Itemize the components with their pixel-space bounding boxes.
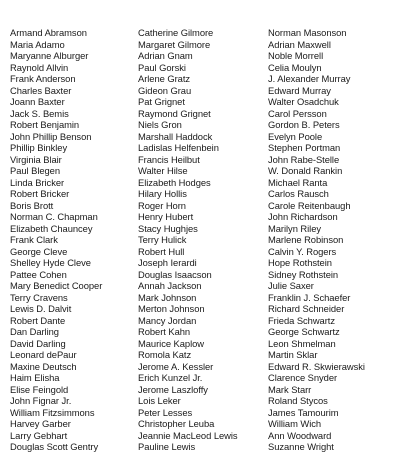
name-entry: Carol Persson	[268, 107, 327, 119]
name-entry: Virginia Blair	[10, 153, 62, 165]
name-entry: Ann Woodward	[268, 429, 332, 441]
name-entry: Paul Blegen	[10, 165, 61, 176]
name-entry: Pauline Lewis	[138, 441, 196, 452]
name-entry: Roger Horn	[138, 199, 186, 211]
name-entry: Christopher Leuba	[138, 418, 215, 429]
name-entry: Jeannie MacLeod Lewis	[138, 429, 238, 441]
name-entry: Noble Morrell	[268, 50, 324, 61]
name-column-2	[138, 27, 238, 453]
name-entry: Robert Bricker	[10, 188, 70, 199]
name-entry: Suzanne Wright	[268, 441, 334, 452]
name-entry: Niels Gron	[138, 119, 182, 130]
name-entry: Marilyn Riley	[268, 222, 322, 234]
name-entry: Paul Gorski	[138, 61, 186, 73]
name-entry: J. Alexander Murray	[268, 73, 351, 84]
name-entry: Dan Darling	[10, 326, 59, 337]
name-entry: Robert Hull	[138, 245, 185, 257]
name-entry: Elizabeth Chauncey	[10, 222, 93, 234]
name-entry: Leonard dePaur	[10, 349, 77, 360]
name-entry: Douglas Isaacson	[138, 268, 212, 280]
name-entry: David Darling	[10, 337, 66, 349]
name-entry: Pat Grignet	[138, 96, 185, 107]
name-entry: Evelyn Poole	[268, 130, 323, 142]
name-entry: Clarence Snyder	[268, 372, 338, 383]
name-entry: Harvey Garber	[10, 418, 71, 429]
name-entry: Franklin J. Schaefer	[268, 291, 351, 303]
name-entry: Larry Gebhart	[10, 429, 68, 441]
name-column-1	[10, 27, 102, 453]
name-entry: Edward Murray	[268, 84, 331, 96]
name-entry: Romola Katz	[138, 349, 192, 360]
name-column-3	[268, 27, 365, 453]
name-entry: Maryanne Alburger	[10, 50, 89, 61]
name-entry: Martin Sklar	[268, 349, 318, 360]
name-entry: Frieda Schwartz	[268, 314, 335, 326]
name-entry: Erich Kunzel Jr.	[138, 372, 203, 383]
name-entry: Francis Heilbut	[138, 153, 200, 165]
name-entry: Marlene Robinson	[268, 234, 344, 245]
name-entry: Ladislas Helfenbein	[138, 142, 219, 153]
name-entry: Charles Baxter	[10, 84, 72, 96]
name-entry: Lewis D. Dalvit	[10, 303, 72, 314]
name-entry: Lois Leker	[138, 395, 181, 406]
name-entry: John Richardson	[268, 211, 338, 222]
name-entry: Douglas Scott Gentry	[10, 441, 99, 452]
name-entry: William Wich	[268, 418, 322, 429]
name-entry: John Phillip Benson	[10, 130, 92, 142]
name-entry: John Rabe-Stelle	[268, 153, 340, 165]
name-entry: Adrian Maxwell	[268, 38, 331, 50]
name-entry: Edward R. Skwierawski	[268, 360, 365, 372]
name-entry: Joseph Ierardi	[138, 257, 197, 268]
name-entry: Gordon B. Peters	[268, 119, 340, 130]
name-entry: Hilary Hollis	[138, 188, 187, 199]
name-entry: Hope Rothstein	[268, 257, 332, 268]
name-entry: Jerome A. Kessler	[138, 360, 214, 372]
name-entry: Mancy Jordan	[138, 314, 197, 326]
name-entry: Elise Feingold	[10, 383, 69, 395]
name-entry: Celia Moulyn	[268, 61, 322, 73]
name-entry: Pattee Cohen	[10, 268, 67, 280]
name-entry: Catherine Gilmore	[138, 27, 214, 38]
name-entry: Mark Starr	[268, 383, 312, 395]
name-entry: Michael Ranta	[268, 176, 328, 188]
name-entry: John Fignar Jr.	[10, 395, 72, 406]
name-entry: Calvin Y. Rogers	[268, 245, 337, 257]
name-entry: Norman C. Chapman	[10, 211, 98, 222]
name-entry: Peter Lesses	[138, 406, 193, 418]
name-entry: Margaret Gilmore	[138, 38, 211, 50]
name-entry: Richard Schneider	[268, 303, 345, 314]
name-entry: Frank Clark	[10, 234, 58, 245]
name-entry: Gideon Grau	[138, 84, 192, 96]
name-entry: Armand Abramson	[10, 27, 87, 38]
name-entry: George Schwartz	[268, 326, 340, 337]
name-entry: Julie Saxer	[268, 280, 314, 291]
name-entry: Joann Baxter	[10, 96, 65, 107]
name-entry: Henry Hubert	[138, 211, 194, 222]
name-entry: Marshall Haddock	[138, 130, 213, 142]
name-entry: Jack S. Bemis	[10, 107, 69, 119]
name-entry: Stephen Portman	[268, 142, 341, 153]
name-entry: Frank Anderson	[10, 73, 76, 84]
name-entry: Stacy Hughjes	[138, 222, 198, 234]
name-entry: Linda Bricker	[10, 176, 65, 188]
name-entry: Maria Adamo	[10, 38, 65, 50]
name-entry: Robert Dante	[10, 314, 66, 326]
name-entry: Raynold Allvin	[10, 61, 69, 73]
name-entry: George Cleve	[10, 245, 68, 257]
name-entry: Elizabeth Hodges	[138, 176, 211, 188]
name-entry: Mary Benedict Cooper	[10, 280, 103, 291]
name-entry: Boris Brott	[10, 199, 54, 211]
name-entry: Sidney Rothstein	[268, 268, 339, 280]
name-entry: James Tamourim	[268, 406, 339, 418]
name-entry: Carole Reitenbaugh	[268, 199, 351, 211]
name-entry: Carlos Rausch	[268, 188, 329, 199]
name-entry: Maurice Kaplow	[138, 337, 204, 349]
name-entry: Adrian Gnam	[138, 50, 193, 61]
name-entry: Walter Osadchuk	[268, 96, 339, 107]
name-entry: Maxine Deutsch	[10, 360, 77, 372]
name-entry: Robert Benjamin	[10, 119, 80, 130]
name-entry: Mark Johnson	[138, 291, 197, 303]
name-entry: Terry Cravens	[10, 291, 68, 303]
name-entry: Leon Shmelman	[268, 337, 336, 349]
name-entry: Shelley Hyde Cleve	[10, 257, 91, 268]
name-entry: Terry Hulick	[138, 234, 187, 245]
name-entry: W. Donald Rankin	[268, 165, 343, 176]
name-entry: Robert Kahn	[138, 326, 191, 337]
name-entry: Walter Hilse	[138, 165, 188, 176]
name-entry: Phillip Binkley	[10, 142, 68, 153]
name-entry: Norman Masonson	[268, 27, 347, 38]
name-entry: Annah Jackson	[138, 280, 202, 291]
name-entry: Haim Elisha	[10, 372, 60, 383]
name-entry: Jerome Laszloffy	[138, 383, 208, 395]
name-entry: Merton Johnson	[138, 303, 205, 314]
name-entry: William Fitzsimmons	[10, 406, 95, 418]
name-entry: Raymond Grignet	[138, 107, 211, 119]
name-entry: Roland Stycos	[268, 395, 328, 406]
name-entry: Arlene Gratz	[138, 73, 191, 84]
